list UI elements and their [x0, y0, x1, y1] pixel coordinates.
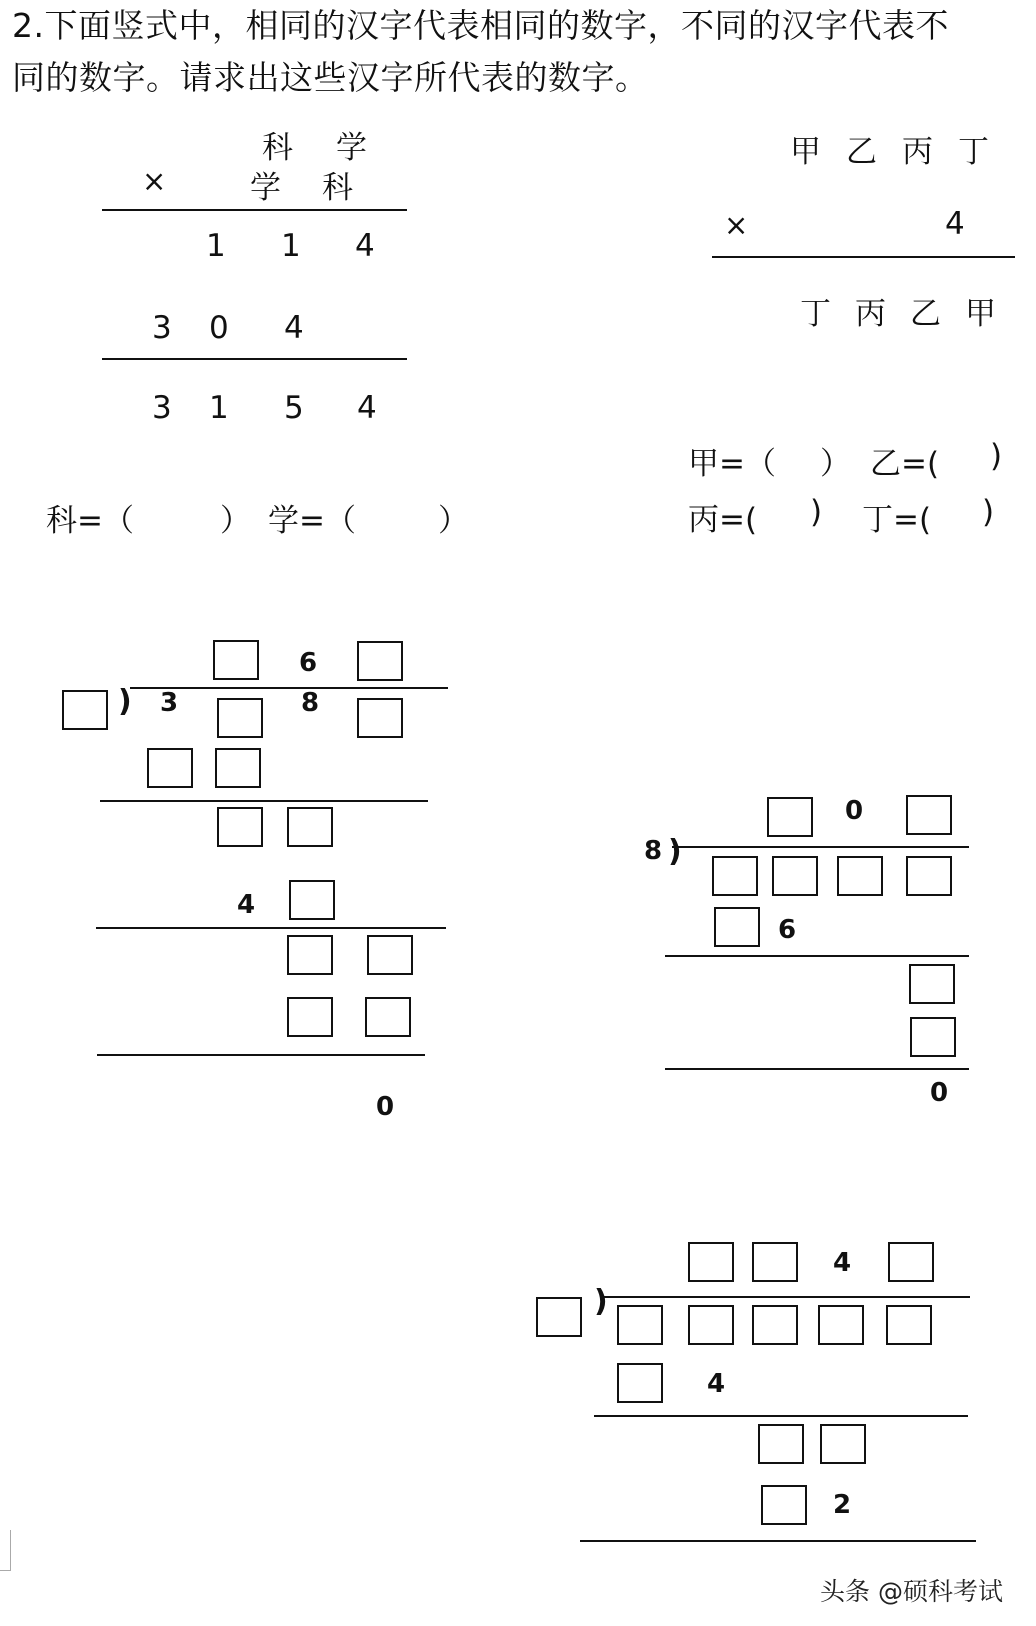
difference-box[interactable] — [820, 1424, 866, 1464]
dividend-box[interactable] — [752, 1305, 798, 1345]
partial-digit: 4 — [355, 228, 375, 264]
top-char: 科 — [262, 130, 293, 166]
result-char: 甲 — [965, 296, 996, 332]
remainder: 0 — [376, 1092, 395, 1122]
question-line-2: 同的数字。请求出这些汉字所代表的数字。 — [12, 58, 649, 97]
dividend-box[interactable] — [217, 698, 263, 738]
rule — [102, 358, 407, 360]
step-digit: 4 — [237, 890, 256, 920]
product-box[interactable] — [287, 997, 333, 1037]
product-box[interactable] — [910, 1017, 956, 1057]
product-box[interactable] — [215, 748, 261, 788]
second-char: 学 — [250, 170, 281, 206]
rule — [712, 256, 1015, 258]
dividend-box[interactable] — [886, 1305, 932, 1345]
top-char: 学 — [336, 130, 367, 166]
quotient-digit: 0 — [845, 796, 864, 826]
result-char: 丁 — [800, 296, 831, 332]
product-box[interactable] — [761, 1485, 807, 1525]
answer-jia-label: 甲=（ — [688, 446, 776, 482]
answer-yi-label: 乙=( — [870, 446, 940, 482]
answer-bing-close: ) — [810, 494, 823, 530]
dividend-box[interactable] — [617, 1305, 663, 1345]
dividend-box[interactable] — [357, 698, 403, 738]
page-corner-mark — [0, 1530, 11, 1571]
answer-jia-close: ） — [820, 446, 851, 482]
product-box[interactable] — [289, 880, 335, 920]
result-digit: 4 — [357, 390, 377, 426]
quotient-box[interactable] — [688, 1242, 734, 1282]
product-box[interactable] — [147, 748, 193, 788]
top-char: 甲 — [790, 134, 821, 170]
times-sign: × — [724, 208, 749, 242]
quotient-box[interactable] — [767, 797, 813, 837]
top-char: 丙 — [902, 134, 933, 170]
rule — [594, 1415, 968, 1417]
dividend-box[interactable] — [906, 856, 952, 896]
rule — [97, 1054, 425, 1056]
answer-bing-label: 丙=( — [688, 502, 758, 538]
quotient-box[interactable] — [752, 1242, 798, 1282]
product-box[interactable] — [617, 1363, 663, 1403]
division-bar — [600, 1296, 970, 1298]
division-bar — [672, 846, 969, 848]
times-sign: × — [142, 164, 167, 198]
difference-box[interactable] — [758, 1424, 804, 1464]
rule — [96, 927, 446, 929]
quotient-box[interactable] — [357, 641, 403, 681]
answer-yi-close: ) — [990, 438, 1003, 474]
product-box[interactable] — [714, 907, 760, 947]
watermark: 头条 @硕科考试 — [820, 1577, 1003, 1606]
division-bracket: ) — [668, 834, 682, 869]
quotient-box[interactable] — [906, 795, 952, 835]
answer-ke-label: 科=（ — [46, 503, 134, 539]
dividend-box[interactable] — [688, 1305, 734, 1345]
rule — [580, 1540, 976, 1542]
partial-digit: 1 — [206, 228, 226, 264]
second-char: 科 — [322, 170, 353, 206]
dividend-box[interactable] — [772, 856, 818, 896]
answer-ding-close: ) — [982, 494, 995, 530]
quotient-digit: 6 — [299, 648, 318, 678]
result-char: 丙 — [855, 296, 886, 332]
result-digit: 1 — [209, 390, 229, 426]
partial-digit: 1 — [281, 228, 301, 264]
step-digit: 6 — [778, 915, 797, 945]
difference-box[interactable] — [217, 807, 263, 847]
answer-xue-close: ） — [438, 503, 469, 539]
multiplier: 4 — [945, 206, 965, 242]
divisor-box[interactable] — [62, 690, 108, 730]
divisor-box[interactable] — [536, 1297, 582, 1337]
partial-digit: 3 — [152, 310, 172, 346]
question-line-1: 2.下面竖式中，相同的汉字代表相同的数字，不同的汉字代表不 — [12, 6, 949, 45]
difference-box[interactable] — [909, 964, 955, 1004]
step-digit: 4 — [707, 1369, 726, 1399]
answer-ding-label: 丁=( — [862, 502, 932, 538]
rule — [665, 1068, 969, 1070]
partial-digit: 4 — [284, 310, 304, 346]
step-digit: 2 — [833, 1490, 852, 1520]
top-char: 乙 — [846, 134, 877, 170]
answer-xue-label: 学=（ — [268, 503, 356, 539]
dividend-box[interactable] — [712, 856, 758, 896]
result-char: 乙 — [910, 296, 941, 332]
division-bracket: ) — [594, 1284, 608, 1319]
remainder: 0 — [930, 1078, 949, 1108]
rule — [100, 800, 428, 802]
difference-box[interactable] — [367, 935, 413, 975]
rule — [665, 955, 969, 957]
difference-box[interactable] — [287, 935, 333, 975]
answer-ke-close: ） — [220, 503, 251, 539]
result-digit: 5 — [284, 390, 304, 426]
top-char: 丁 — [958, 134, 989, 170]
division-bracket: ) — [118, 684, 132, 719]
partial-digit: 0 — [209, 310, 229, 346]
quotient-digit: 4 — [833, 1248, 852, 1278]
rule — [102, 209, 407, 211]
difference-box[interactable] — [287, 807, 333, 847]
quotient-box[interactable] — [213, 640, 259, 680]
dividend-digit: 8 — [301, 688, 320, 718]
dividend-box[interactable] — [818, 1305, 864, 1345]
product-box[interactable] — [365, 997, 411, 1037]
divisor-digit: 8 — [644, 836, 663, 866]
dividend-box[interactable] — [837, 856, 883, 896]
quotient-box[interactable] — [888, 1242, 934, 1282]
dividend-digit: 3 — [160, 688, 179, 718]
result-digit: 3 — [152, 390, 172, 426]
